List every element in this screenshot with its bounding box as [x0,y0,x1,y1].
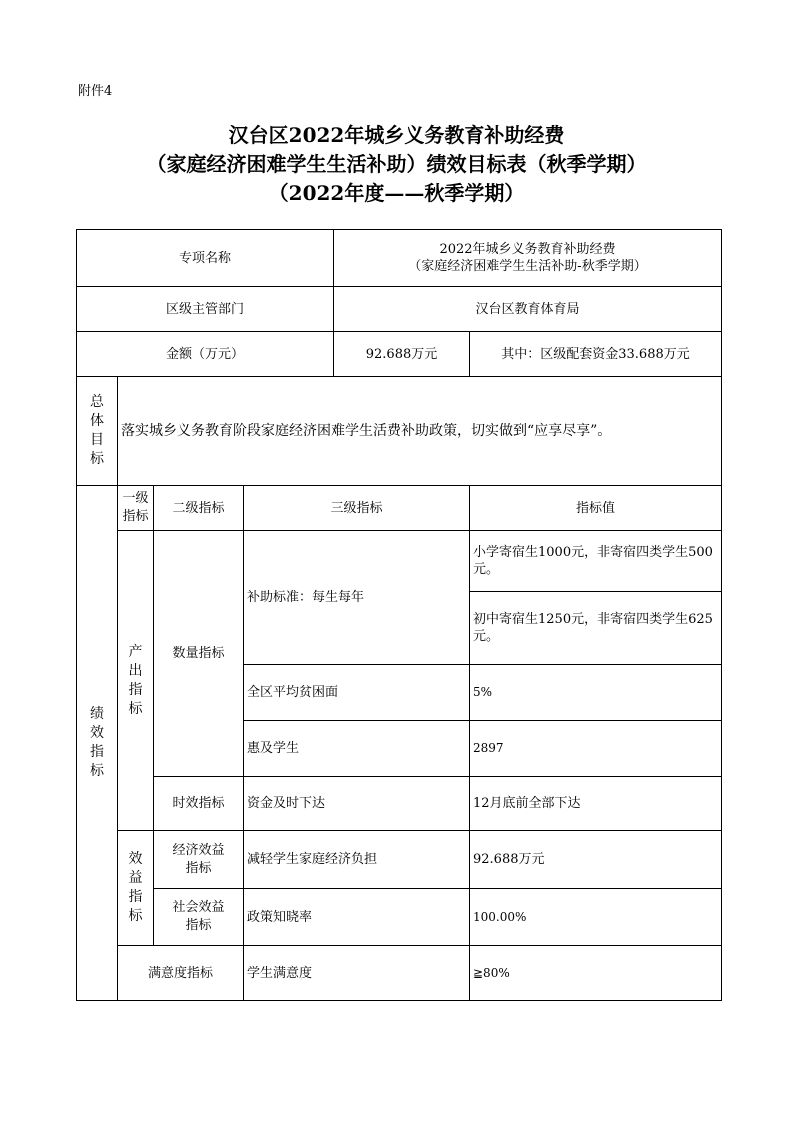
col-header-level2: 二级指标 [153,485,243,530]
satisfaction-value: ≧80% [469,945,721,1000]
social-benefit-indicator: 社会效益指标 [153,888,243,945]
timeliness-indicator-label: 时效指标 [153,776,243,830]
output-char-4: 标 [128,700,143,717]
economic-benefit-value: 92.688万元 [469,830,721,888]
project-name-label: 专项名称 [178,250,231,266]
benefit-char-1: 效 [128,851,143,867]
satisfaction-indicator-label: 满意度指标 [117,945,243,1000]
perf-char-3: 指 [90,744,104,760]
overall-goal-text: 落实城乡义务教育阶段家庭经济困难学生活费补助政策，切实做到“应享尽享”。 [117,376,721,485]
economic-benefit-label: 减轻学生家庭经济负担 [243,830,469,888]
social-benefit-value: 100.00% [469,888,721,945]
goal-char-4: 标 [90,451,104,467]
poverty-rate-value: 5% [469,664,721,720]
benefit-char-3: 指 [128,889,143,905]
project-name-line-1: 2022年城乡义务教育补助经费 [439,242,616,257]
benefit-char-2: 益 [128,870,143,886]
perf-char-1: 绩 [90,706,104,722]
timeliness-value: 12月底前全部下达 [469,776,721,830]
output-char-3: 指 [128,681,143,698]
satisfaction-label: 学生满意度 [243,945,469,1000]
benefit-indicator-label [117,830,153,945]
output-indicator-label [117,530,153,830]
project-name-value [333,230,721,286]
department-value: 汉台区教育体育局 [333,286,721,331]
students-benefited-label: 惠及学生 [243,720,469,776]
timeliness-label: 资金及时下达 [243,776,469,830]
title-line-2: （家庭经济困难学生生活补助）绩效目标表（秋季学期） [146,152,647,176]
title-line-1: 汉台区2022年城乡义务教育补助经费 [228,123,565,147]
amount-value: 92.688万元 [333,331,469,376]
goal-char-2: 体 [90,413,104,429]
document-title [0,121,793,208]
students-benefited-value: 2897 [469,720,721,776]
project-name-line-2: （家庭经济困难学生生活补助-秋季学期） [408,259,647,274]
social-benefit-label: 政策知晓率 [243,888,469,945]
performance-section-label [77,485,117,1000]
subsidy-standard-label: 补助标准：每生每年 [243,530,469,664]
goal-char-3: 目 [90,432,104,448]
poverty-rate-label: 全区平均贫困面 [243,664,469,720]
output-char-1: 产 [128,643,143,660]
subsidy-value-primary: 小学寄宿生1000元，非寄宿四类学生500元。 [469,530,721,591]
goal-char-1: 总 [90,394,104,410]
department-label: 区级主管部门 [77,286,333,331]
economic-benefit-indicator: 经济效益指标 [153,830,243,888]
amount-note: 其中：区级配套资金33.688万元 [469,331,721,376]
perf-char-4: 标 [90,763,104,779]
title-line-3: （2022年度——秋季学期） [268,181,525,205]
quantity-indicator-label: 数量指标 [153,530,243,776]
attachment-label: 附件4 [78,84,113,99]
col-header-level3: 三级指标 [243,485,469,530]
perf-char-2: 效 [90,725,104,741]
col-header-value: 指标值 [469,485,721,530]
overall-goal-label [77,376,117,485]
performance-target-table [76,229,722,1001]
col-header-level1: 一级指标 [117,485,153,530]
output-char-2: 出 [128,662,143,679]
benefit-char-4: 标 [128,908,143,924]
subsidy-value-junior: 初中寄宿生1250元，非寄宿四类学生625元。 [469,591,721,664]
amount-label: 金额（万元） [77,331,333,376]
